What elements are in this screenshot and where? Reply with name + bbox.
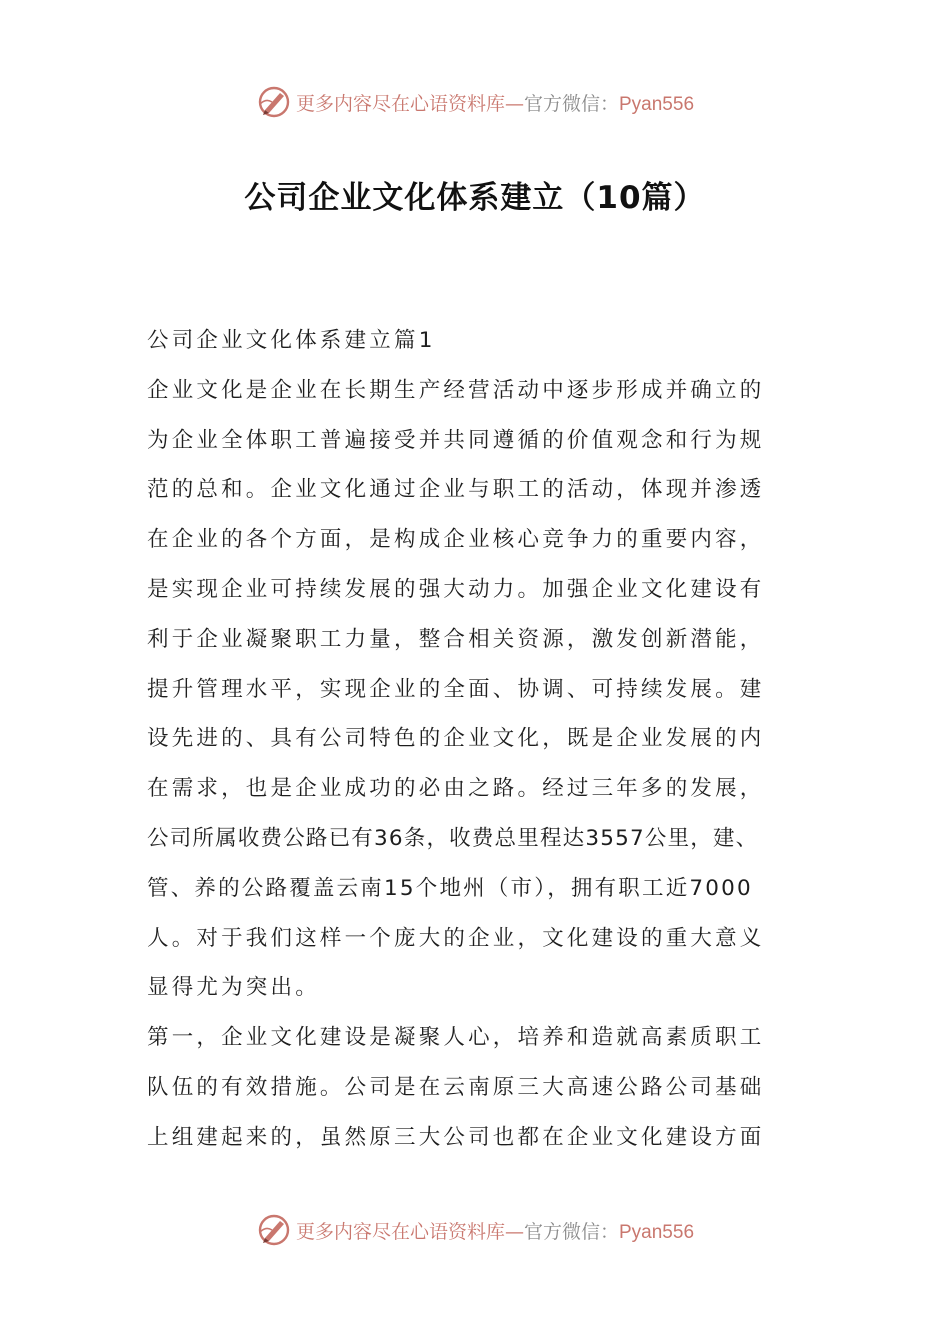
banner-text bbox=[296, 89, 694, 116]
paragraph-line: 是实现企业可持续发展的强大动力。加强企业文化建设有 bbox=[147, 576, 765, 602]
paragraph-line: 上组建起来的，虽然原三大公司也都在企业文化建设方面 bbox=[147, 1124, 765, 1150]
banner-site-name: 更多内容尽在心语资料库 bbox=[295, 92, 505, 115]
banner-wechat-id: Pyan556 bbox=[619, 1221, 695, 1243]
header-banner bbox=[0, 82, 950, 122]
banner-site-name: 更多内容尽在心语资料库 bbox=[295, 1220, 505, 1243]
paragraph-line: 范的总和。企业文化通过企业与职工的活动，体现并渗透 bbox=[147, 477, 765, 503]
paragraph-line: 为企业全体职工普遍接受并共同遵循的价值观念和行为规 bbox=[147, 427, 765, 453]
document-title: 公司企业文化体系建立（10篇） bbox=[244, 180, 706, 216]
paragraph-line: 企业文化是企业在长期生产经营活动中逐步形成并确立的 bbox=[147, 377, 765, 403]
paragraph-line: 队伍的有效措施。公司是在云南原三大高速公路公司基础 bbox=[147, 1074, 765, 1100]
paragraph-line: 在需求，也是企业成功的必由之路。经过三年多的发展， bbox=[147, 776, 765, 802]
paragraph-line: 人。对于我们这样一个庞大的企业，文化建设的重大意义 bbox=[147, 925, 765, 951]
banner-separator: — bbox=[504, 92, 524, 115]
banner-text bbox=[296, 1217, 694, 1244]
banner-separator: — bbox=[504, 1220, 524, 1243]
footer-banner bbox=[0, 1210, 950, 1250]
banner-wechat-label: 官方微信： bbox=[523, 92, 619, 115]
banner-wechat-label: 官方微信： bbox=[523, 1220, 619, 1243]
paragraph-line: 管、养的公路覆盖云南15个地州（市），拥有职工近7000 bbox=[147, 875, 753, 901]
paragraph-line: 显得尤为突出。 bbox=[147, 975, 320, 1001]
pen-circle-logo-icon bbox=[256, 84, 292, 120]
document-body bbox=[147, 316, 827, 1163]
pen-circle-logo-icon bbox=[256, 1212, 292, 1248]
section-heading-text: 公司企业文化体系建立篇1 bbox=[147, 328, 436, 353]
paragraph-1 bbox=[147, 366, 827, 1013]
paragraph-line: 利于企业凝聚职工力量，整合相关资源，激发创新潜能， bbox=[147, 626, 765, 652]
paragraph-line: 在企业的各个方面，是构成企业核心竞争力的重要内容， bbox=[147, 527, 765, 553]
paragraph-line: 第一，企业文化建设是凝聚人心，培养和造就高素质职工 bbox=[147, 1025, 765, 1051]
paragraph-line: 设先进的、具有公司特色的企业文化，既是企业发展的内 bbox=[147, 726, 765, 752]
paragraph-2 bbox=[147, 1013, 827, 1162]
paragraph-line: 公司所属收费公路已有36条，收费总里程达3557公里，建、 bbox=[147, 825, 759, 851]
banner-wechat-id: Pyan556 bbox=[619, 93, 695, 115]
section-heading bbox=[147, 316, 827, 366]
paragraph-line: 提升管理水平，实现企业的全面、协调、可持续发展。建 bbox=[147, 676, 765, 702]
